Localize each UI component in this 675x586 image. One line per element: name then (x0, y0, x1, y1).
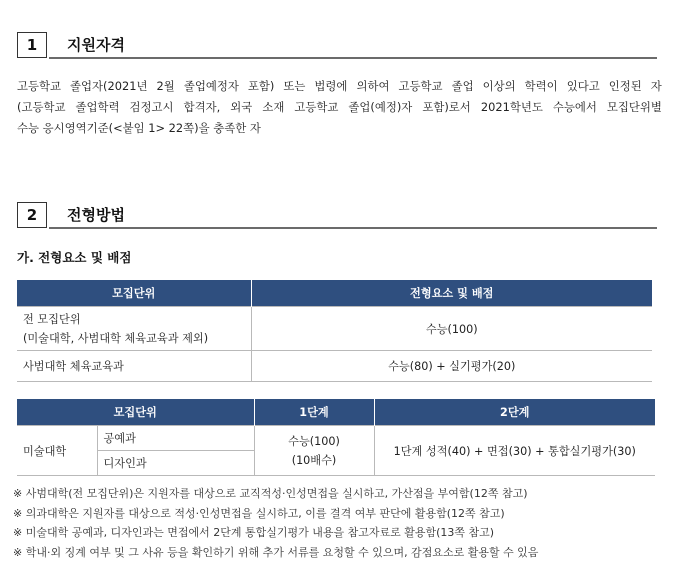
section-2-title: 전형방법 (67, 206, 125, 224)
column-header-elements: 전형요소 및 배점 (251, 280, 652, 307)
eligibility-paragraph (17, 76, 662, 139)
section-2-divider (49, 227, 657, 229)
note-item: ※ 미술대학 공예과, 디자인과는 면접에서 2단계 통합실기평가 내용을 참고자료로 활용함(13쪽 참고) (13, 526, 495, 539)
unit-note: (미술대학, 사범대학 체육교육과 제외) (23, 331, 209, 345)
unit-name: 전 모집단위 (23, 312, 81, 326)
column-header-stage-2: 2단계 (374, 399, 655, 426)
section-2-header (17, 202, 125, 228)
eligibility-line-3: 수능 응시영역기준(<붙임 1> 22쪽)을 충족한 자 (17, 121, 261, 135)
elements-cell: 수능(80) + 실기평가(20) (251, 351, 652, 382)
section-1-number: 1 (17, 32, 47, 58)
subheading-selection-elements: 가. 전형요소 및 배점 (17, 250, 132, 265)
note-item: ※ 사범대학(전 모집단위)은 지원자를 대상으로 교직적성·인성면접을 실시하고, 가산점을 부여함(12쪽 참고) (13, 487, 528, 500)
table-row (17, 426, 655, 451)
department-cell: 디자인과 (97, 451, 254, 476)
note-item: ※ 학내·외 징계 여부 및 그 사유 등을 확인하기 위해 추가 서류를 요청할 수 있으며, 감점요소로 활용할 수 있음 (13, 545, 539, 559)
elements-cell: 수능(100) (251, 307, 652, 351)
table-header-row (17, 280, 652, 307)
table-header-row (17, 399, 655, 426)
unit-cell: 사범대학 체육교육과 (17, 351, 251, 382)
eligibility-line-2: (고등학교 졸업학력 검정고시 합격자, 외국 소재 고등학교 졸업(예정)자 포함)로서 2021학년도 수능에서 모집단위별 (17, 100, 662, 114)
stage-1-multiplier: (10배수) (291, 453, 337, 467)
stage-1-score: 수능(100) (288, 434, 340, 448)
table-row (17, 351, 652, 382)
notes-list (13, 484, 538, 562)
note-item: ※ 의과대학은 지원자를 대상으로 적성·인성면접을 실시하고, 이를 결격 여부 판단에 활용함(12쪽 참고) (13, 506, 505, 520)
eligibility-line-1: 고등학교 졸업자(2021년 2월 졸업예정자 포함) 또는 법령에 의하여 고등학교 졸업 이상의 학력이 있다고 인정된 자 (17, 79, 662, 93)
art-college-stages-table (17, 399, 655, 476)
section-1-divider (49, 57, 657, 59)
department-cell: 공예과 (97, 426, 254, 451)
stage-2-cell: 1단계 성적(40) + 면접(30) + 통합실기평가(30) (374, 426, 655, 476)
table-row (17, 307, 652, 351)
unit-cell (17, 307, 251, 351)
stage-1-cell (254, 426, 374, 476)
section-1-header (17, 32, 125, 58)
section-2-number: 2 (17, 202, 47, 228)
section-1-title: 지원자격 (67, 36, 125, 54)
column-header-unit: 모집단위 (17, 399, 254, 426)
column-header-stage-1: 1단계 (254, 399, 374, 426)
column-header-unit: 모집단위 (17, 280, 251, 307)
selection-elements-table (17, 280, 652, 382)
college-cell: 미술대학 (17, 426, 97, 476)
